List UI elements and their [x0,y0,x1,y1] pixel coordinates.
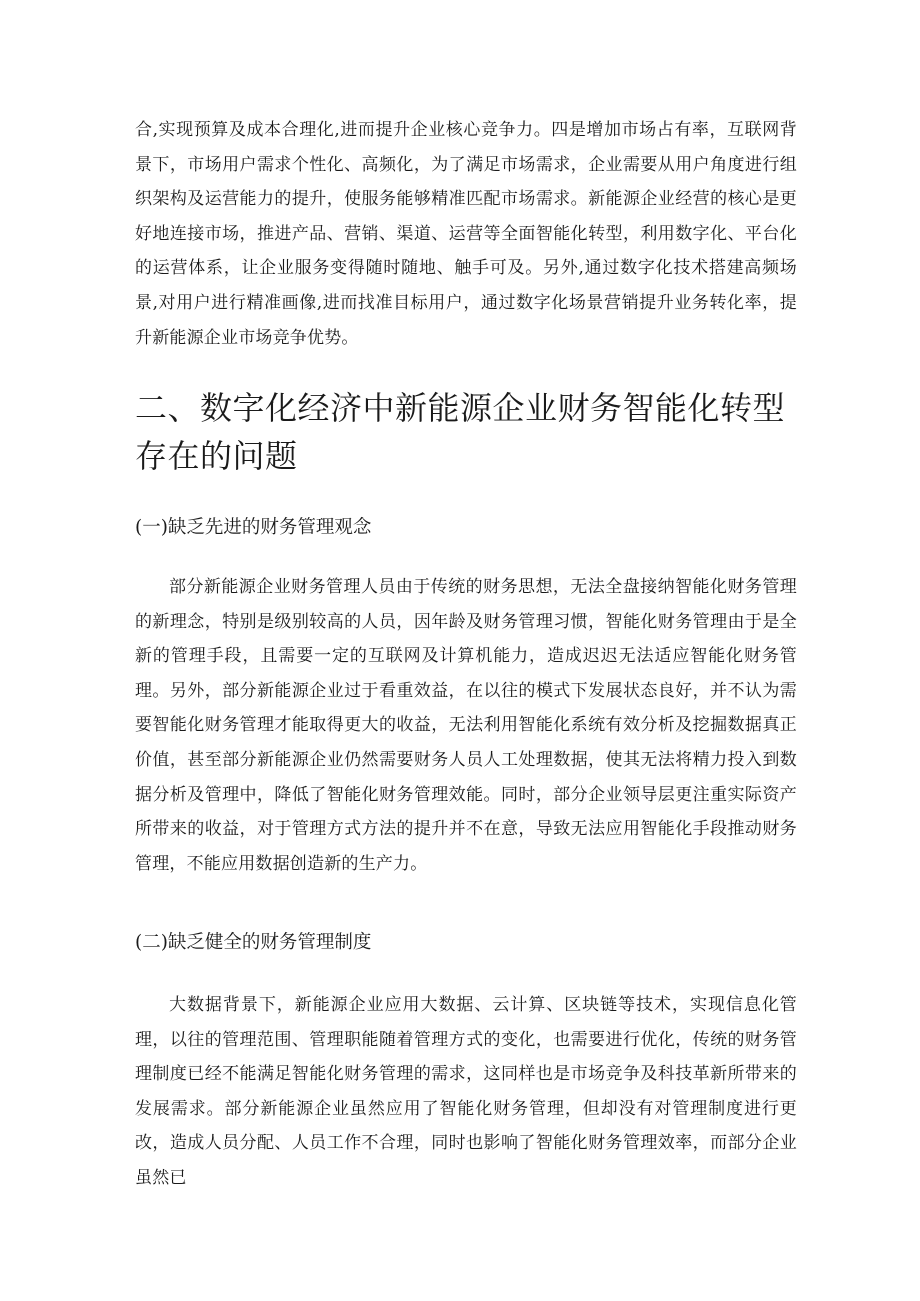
subsection-2-body: 大数据背景下，新能源企业应用大数据、云计算、区块链等技术，实现信息化管理，以往的管理范围、管理职能随着管理方式的变化，也需要进行优化，传统的财务管理制度已经不能满足智能化财务管理的需求，这同样也是市场竞争及科技革新所带来的发展需求。部分新能源企业虽然应用了智能化财务管理，但却没有对管理制度进行更改，造成人员分配、人员工作不合理，同时也影响了智能化财务管理效率，而部分企业虽然已 [135,995,797,1188]
subsection-2-title: (二)缺乏健全的财务管理制度 [135,932,372,953]
subsection-1-body: 部分新能源企业财务管理人员由于传统的财务思想，无法全盘接纳智能化财务管理的新理念，特别是级别较高的人员，因年龄及财务管理习惯，智能化财务管理由于是全新的管理手段，且需要一定的互联网及计算机能力，造成迟迟无法适应智能化财务管理。另外，部分新能源企业过于看重效益，在以往的模式下发展状态良好，并不认为需要智能化财务管理才能取得更大的收益，无法利用智能化系统有效分析及挖掘数据真正价值，甚至部分新能源企业仍然需要财务人员人工处理数据，使其无法将精力投入到数据分析及管理中，降低了智能化财务管理效能。同时，部分企业领导层更注重实际资产所带来的收益，对于管理方式方法的提升并不在意，导致无法应用智能化手段推动财务管理，不能应用数据创造新的生产力。 [135,577,797,874]
section-heading: 二、数字化经济中新能源企业财务智能化转型存在的问题 [135,389,786,475]
subsection-1-title: (一)缺乏先进的财务管理观念 [135,517,372,538]
body-paragraph-intro: 合,实现预算及成本合理化,进而提升企业核心竞争力。四是增加市场占有率，互联网背景下，市场用户需求个性化、高频化，为了满足市场需求，企业需要从用户角度进行组织架构及运营能力的提升，使服务能够精准匹配市场需求。新能源企业经营的核心是更好地连接市场，推进产品、营销、渠道、运营等全面智能化转型，利用数字化、平台化的运营体系，让企业服务变得随时随地、触手可及。另外,通过数字化技术搭建高频场景,对用户进行精准画像,进而找准目标用户，通过数字化场景营销提升业务转化率，提升新能源企业市场竞争优势。 [135,120,797,348]
